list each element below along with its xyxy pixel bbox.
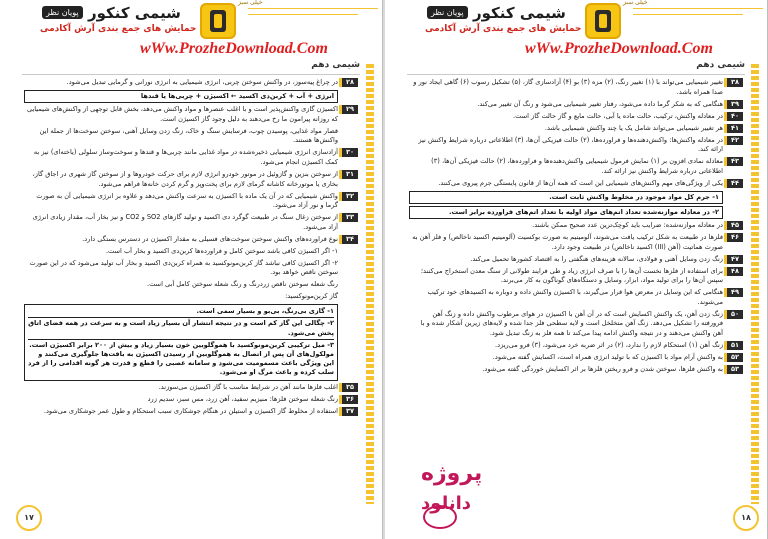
item-number: ۴۳ <box>727 157 743 166</box>
item-text: گاز کربن‌مونوکسید: <box>285 292 338 301</box>
equation-box: ۲- در معادله موازنه‌شده تعداد اتم‌های مواد اولیه با تعداد اتم‌های فراورده برابر است. <box>409 206 723 219</box>
watermark: wWw.ProzheDownload.Com <box>525 40 713 57</box>
item-text: هر تغییر شیمیایی می‌تواند شامل یک یا چند واکنش شیمیایی باشد. <box>544 123 723 132</box>
item-text: ۲- اگر اکسیژن کافی نباشد گاز کربن‌مونوکسید به همراه کربن‌دی اکسید و بخار آب تولید می‌شود که در این صورت سوختن ناقص خواهد بود. <box>29 258 338 277</box>
item-number: ۴۰ <box>727 112 743 121</box>
item-text: در چراغ پیه‌سوز، در واکنش سوختن چربی، انرژی شیمیایی به انرژی نورانی و گرمایی تبدیل می‌شود. <box>66 78 338 86</box>
item-text: در معادله واکنش، ترکیب، حالت ماده یا آبی، حالت مایع و گاز حالت گاز است. <box>513 111 723 120</box>
header-subtitle: حمایش های جمع بندی آرش آکادمی <box>40 24 197 34</box>
item-text: تغییر شیمیایی می‌تواند با (۱) تغییر رنگ، (۲) مزه (۳) بو (۴) آزادسازی گاز، (۵) تشکیل رسوب (۶) گاهی ایجاد نور و صدا همراه باشد. <box>413 78 723 96</box>
numbered-item <box>409 124 743 134</box>
item-number: ۳۲ <box>342 192 358 201</box>
item-number: ۴۹ <box>727 288 743 297</box>
item-text: زنگ زدن وسایل آهنی و فولادی، سالانه هزینه‌های هنگفتی را به اقتصاد کشورها تحمیل می‌کند. <box>470 254 723 263</box>
item-number: ۴۴ <box>727 179 743 188</box>
numbered-item <box>409 255 743 265</box>
item-text: آزادسازی انرژی شیمیایی ذخیره‌شده در مواد غذایی مانند چربی‌ها و قندها و سوخت‌وساز سلولی (یاخته‌ای) نیز به کمک اکسیژن انجام می‌شود. <box>33 148 338 166</box>
info-box-line: ۳- میل ترکیبی کربن‌مونوکسید با هموگلوبین خون بسیار زیاد و بیش از ۲۰۰ برابر اکسیژن است. مولکول‌های آن پس از اتصال به هموگلوبین از رسیدن اکسیژن به بافت‌ها جلوگیری می‌کنند و این ویژگی باعث مسمومیت می‌شود و سامانه عصبی را قطع و قدرت هر گونه اقدامی را از فرد سلب کرده و باعث مرگ او می‌شود. <box>27 340 334 377</box>
margin-stripe <box>751 64 759 504</box>
numbered-item <box>409 136 743 155</box>
numbered-item <box>409 365 743 375</box>
item-number: ۲۸ <box>342 78 358 87</box>
item-text: واکنش شیمیایی که در آن یک ماده با اکسیژن به سرعت واکنش می‌دهد و علاوه بر انرژی شیمیایی آن به صورت گرما و نور آزاد می‌شود. <box>36 191 338 210</box>
item-text: زنگ زدن آهن، یک واکنش اکسایش است که در آن آهن با اکسیژن در هوای مرطوب واکنش داده و زنگ آهن فرورفته را تشکیل می‌دهد. زنگ آهن متخلخل است و لایه سطحی فلز جدا شده و لایه‌های زیرین آشکار شده و با آهن واکنش می‌دهند و در نتیجه واکنش ادامه پیدا می‌کند تا همه فلز به زنگ تبدیل شود. <box>420 309 723 337</box>
numbered-item <box>409 157 743 176</box>
item-text: یکی از ویژگی‌های مهم واکنش‌های شیمیایی این است که همه آن‌ها از قانون پایستگی جرم پیروی می‌کنند. <box>438 178 723 187</box>
item-number: ۳۷ <box>342 407 358 416</box>
item-number: ۳۹ <box>727 100 743 109</box>
item-number: ۵۰ <box>727 310 743 319</box>
numbered-item <box>24 148 358 167</box>
item-number: ۵۳ <box>727 365 743 374</box>
brand-line-2: دانلود <box>421 493 472 514</box>
header-small-label: خیلی سبز <box>238 0 263 6</box>
item-text: اکسیژن گازی واکنش‌پذیر است و با اغلب عنصرها و مواد واکنش می‌دهد، بخش قابل توجهی از واکنش‌های شیمیایی که روزانه پیرامون ما رخ می‌دهند به دلیل وجود گاز اکسیژن است. <box>26 105 338 123</box>
item-text: استفاده از مخلوط گاز اکسیژن و استیلن در هنگام جوشکاری سبب استحکام و طول عمر جوشکاری می‌شود. <box>43 406 338 415</box>
item-text: از سوختن بنزین و گازوئیل در موتور خودرو انرژی لازم برای حرکت خودروها و از سوختن گاز شهری در اجاق گاز، بخاری یا موتورخانه کاشانه گرمای لازم برای پخت‌وپز و گرم کردن خانه‌ها فراهم می‌شود. <box>32 169 338 188</box>
margin-stripe <box>366 64 374 504</box>
page-number: ۱۷ <box>16 505 42 531</box>
item-text: فلزها در طبیعت به شکل ترکیب یافت می‌شوند، آلومینیم به صورت بوکسیت (آلومینیم اکسید ناخالص) و فلز آهن به صورت هماتیت (آهن (III) اکسید ناخالص) در طبیعت وجود دارد. <box>412 233 723 251</box>
numbered-item <box>409 233 743 252</box>
item-number: ۳۳ <box>342 213 358 222</box>
note-line <box>24 259 358 278</box>
item-text: قصار مواد غذایی، پوسیدن چوب، فرسایش سنگ و خاک، زنگ زدن وسایل آهنی، سوختن سوخت‌ها از جمله این واکنش‌ها هستند. <box>39 126 338 145</box>
item-number: ۴۷ <box>727 255 743 264</box>
header-tag: پویان نظر <box>427 6 468 19</box>
item-number: ۳۴ <box>342 235 358 244</box>
item-text: اغلب فلزها مانند آهن در شرایط مناسب با گاز اکسیژن می‌سوزند. <box>158 382 338 391</box>
publisher-logo-icon <box>585 3 621 39</box>
numbered-item <box>24 235 358 245</box>
item-number: ۳۸ <box>727 78 743 87</box>
info-box-line: ۲- چگالی این گاز کم است و در نتیجه انتشار آن بسیار زیاد است و به سرعت در همه فضای اتاق پخش می‌شود. <box>28 318 334 339</box>
item-text: ۱- اگر اکسیژن کافی باشد سوختن کامل و فراورده‌ها کربن‌دی اکسید و بخار آب است. <box>105 246 338 255</box>
item-text: به واکنش آرام مواد با اکسیژن که با تولید انرژی همراه است، اکسایش گفته می‌شود. <box>492 352 723 361</box>
numbered-item <box>24 383 358 393</box>
item-text: رنگ شعله سوختن ناقص زردرنگ و رنگ شعله سوختن کامل آبی است. <box>146 280 338 289</box>
item-text: هنگامی که این وسایل در معرض هوا قرار می‌گیرند، با اکسیژن واکنش داده و دوباره به اکسیدهای خود ترکیب می‌شوند. <box>427 288 723 306</box>
item-number: ۴۲ <box>727 136 743 145</box>
numbered-item <box>409 267 743 286</box>
item-text: به واکنش فلزها، سوختن شدن و فرو ریختن فلزها بر اثر اکسایش خوردگی گفته می‌شود. <box>482 364 723 373</box>
note-line <box>24 127 358 146</box>
item-number: ۵۱ <box>727 341 743 350</box>
numbered-item <box>409 310 743 339</box>
watermark: wWw.ProzheDownload.Com <box>140 40 328 57</box>
numbered-item <box>24 395 358 405</box>
numbered-item <box>409 221 743 231</box>
left-page <box>0 0 383 539</box>
info-box <box>24 304 338 380</box>
item-text: از سوختن زغال سنگ در طبیعت گوگرد دی اکسید و تولید گازهای SO2 و CO2 و نیز بخار آب، مقدار زیادی انرژی آزاد می‌شود. <box>32 213 338 231</box>
numbered-item <box>24 192 358 211</box>
numbered-item <box>24 105 358 124</box>
note-line <box>24 292 358 302</box>
right-content <box>409 78 743 377</box>
brand-swoosh-icon <box>423 505 457 529</box>
header-tag: پویان نظر <box>42 6 83 19</box>
numbered-item <box>409 100 743 110</box>
info-box-line: ۱- گازی بی‌رنگ، بی‌بو و بسیار سمی است. <box>28 306 334 318</box>
right-page <box>385 0 768 539</box>
page-header <box>385 0 768 42</box>
item-number: ۳۶ <box>342 395 358 404</box>
item-number: ۴۸ <box>727 267 743 276</box>
header-title: شیمی کنکور <box>473 4 566 22</box>
item-number: ۴۶ <box>727 233 743 242</box>
item-text: معادله نمادی افزون بر (۱) نمایش فرمول شیمیایی واکنش‌دهنده‌ها و فراورده‌ها، (۲) حالت فیزیکی آن‌ها، (۳) اطلاعاتی درباره شرایط واکنش نیز ارائه کند. <box>431 157 723 175</box>
left-content <box>24 78 358 419</box>
item-number: ۳۰ <box>342 148 358 157</box>
numbered-item <box>409 288 743 307</box>
page-header <box>0 0 383 42</box>
numbered-item <box>409 179 743 189</box>
header-small-label: خیلی سبز <box>623 0 648 6</box>
item-text: نوع فراورده‌های واکنش سوختن سوخت‌های فسیلی به مقدار اکسیژن در دسترس بستگی دارد. <box>82 234 338 243</box>
item-number: ۴۱ <box>727 124 743 133</box>
item-number: ۳۱ <box>342 170 358 179</box>
item-text: هنگامی که به شکر گرما داده می‌شود، رفتار تغییر شیمیایی می‌شود و رنگ آن تغییر می‌کند. <box>477 99 723 108</box>
numbered-item <box>24 78 358 88</box>
numbered-item <box>409 341 743 351</box>
equation-box: ۱- جرم کل مواد موجود در مخلوط واکنش ثابت است. <box>409 191 723 204</box>
equation-box: انرژی + آب + کربن‌دی اکسید ← اکسیژن + چربی‌ها یا قندها <box>24 90 338 103</box>
publisher-logo-icon <box>200 3 236 39</box>
note-line <box>24 280 358 290</box>
numbered-item <box>409 112 743 122</box>
header-subtitle: حمایش های جمع بندی آرش آکادمی <box>425 24 582 34</box>
item-text: در معادله موازنه‌شده: ضرایب باید کوچک‌ترین عدد صحیح ممکن باشند. <box>532 221 723 230</box>
numbered-item <box>409 353 743 363</box>
item-text: در معادله واکنش‌ها: واکنش‌دهنده‌ها و فراورده‌ها، (۲) حالت فیزیکی آن‌ها، (۳) اطلاعاتی درباره شرایط واکنش نیز ارائه کند. <box>418 135 723 154</box>
item-text: رنگ شعله سوختن فلزها: منیزیم سفید، آهن زرد، مس سبز، سدیم زرد <box>147 394 338 403</box>
numbered-item <box>24 213 358 232</box>
note-line <box>24 247 358 257</box>
page-number: ۱۸ <box>733 505 759 531</box>
numbered-item <box>24 407 358 417</box>
item-text: زنگ آهن (۱) استحکام لازم را ندارد، (۲) در اثر ضربه خرد می‌شود، (۳) فرو می‌ریزد. <box>495 340 723 349</box>
section-title: شیمی دهم <box>22 60 360 75</box>
item-number: ۴۵ <box>727 221 743 230</box>
item-text: برای استفاده از فلزها نخست آن‌ها را با صرف انرژی زیاد و طی فرایند طولانی از سنگ معدن استخراج می‌کنند؛ سپس آن‌ها را برای تولید مواد، ابزار، وسایل و دستگاه‌های گوناگون به کار می‌برند. <box>420 266 723 285</box>
section-title: شیمی دهم <box>407 60 745 75</box>
numbered-item <box>24 170 358 189</box>
header-title: شیمی کنکور <box>88 4 181 22</box>
item-number: ۳۵ <box>342 383 358 392</box>
item-number: ۵۲ <box>727 353 743 362</box>
brand-logo <box>421 459 501 529</box>
brand-line-1: پروژه <box>421 461 483 486</box>
numbered-item <box>409 78 743 97</box>
item-number: ۲۹ <box>342 105 358 114</box>
